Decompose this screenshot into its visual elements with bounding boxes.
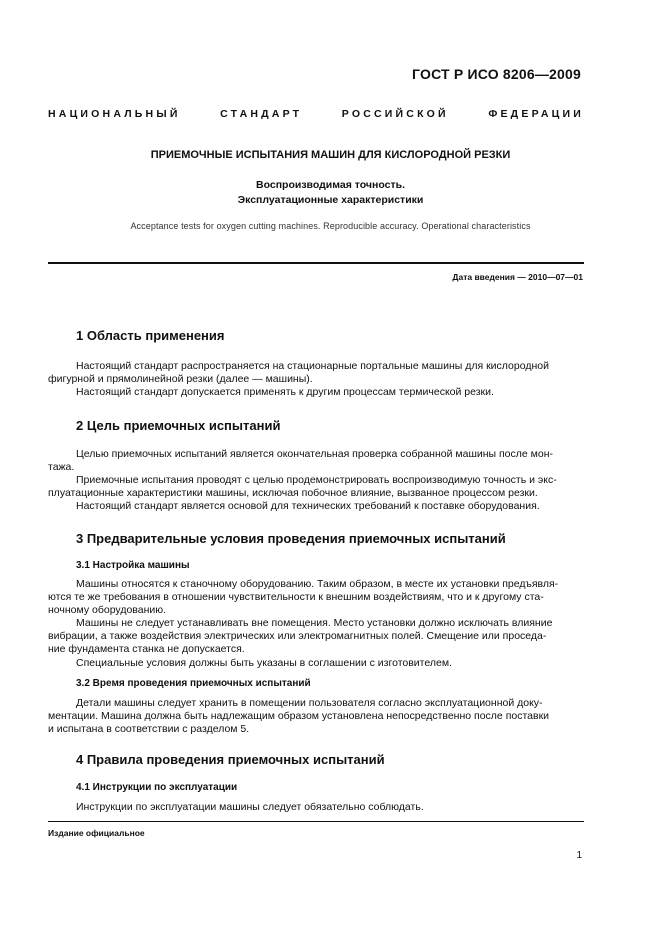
section-4-heading: 4 Правила проведения приемочных испытаний [76, 752, 385, 767]
english-title: Acceptance tests for oxygen cutting machines. Reproducible accuracy. Operational characteristics [130, 221, 531, 231]
subsection-3-2-paragraph-1-line-3: и испытана в соответствии с разделом 5. [48, 723, 250, 735]
section-2-paragraph-1-line-1: Целью приемочных испытаний является окончательная проверка собранной машины после мон- [76, 448, 554, 460]
section-1-paragraph-2: Настоящий стандарт допускается применять к другим процессам термической резки. [76, 386, 494, 398]
subsection-3-1-heading: 3.1 Настройка машины [76, 560, 190, 571]
subsection-3-1-paragraph-1-line-3: ночному оборудованию. [48, 604, 167, 616]
section-1-heading: 1 Область применения [76, 328, 225, 343]
gost-number: ГОСТ Р ИСО 8206—2009 [412, 66, 581, 82]
section-2-paragraph-2-line-2: плуатационные характеристики машины, исключая побочное влияние, вызванное процессом резки. [48, 487, 538, 499]
subsection-3-2-paragraph-1-line-2: ментации. Машина должна быть надлежащим образом установлена непосредственно после поставки [48, 710, 550, 722]
subsection-3-1-paragraph-2-line-2: вибрации, а также воздействия электрических или электромагнитных полей. Смещение или проседа- [48, 630, 547, 642]
subsection-3-1-paragraph-1-line-1: Машины относятся к станочному оборудованию. Таким образом, в месте их установки предъявля- [76, 578, 559, 590]
edition-label: Издание официальное [48, 828, 145, 838]
section-2-paragraph-2-line-1: Приемочные испытания проводят с целью продемонстрировать воспроизводимую точность и экс- [76, 474, 557, 486]
document-title: ПРИЕМОЧНЫЕ ИСПЫТАНИЯ МАШИН ДЛЯ КИСЛОРОДНОЙ РЕЗКИ [150, 149, 511, 161]
subsection-3-1-paragraph-2-line-1: Машины не следует устанавливать вне помещения. Место установки должно исключать влияние [76, 617, 553, 629]
section-2-heading: 2 Цель приемочных испытаний [76, 418, 281, 433]
page-number: 1 [576, 850, 582, 861]
document-subtitle [0, 178, 661, 208]
subsection-4-1-heading: 4.1 Инструкции по эксплуатации [76, 782, 238, 793]
subsection-4-1-paragraph-1: Инструкции по эксплуатации машины следует обязательно соблюдать. [76, 801, 424, 813]
subsection-3-2-heading: 3.2 Время проведения приемочных испытаний [76, 678, 311, 689]
subsection-3-1-paragraph-1-line-2: ются те же требования в отношении чувствительности к внешним воздействиям, что и к другому ста- [48, 591, 544, 603]
subtitle-line-1: Воспроизводимая точность. [256, 179, 405, 191]
section-1-paragraph-1-line-1: Настоящий стандарт распространяется на стационарные портальные машины для кислородной [76, 360, 549, 372]
section-1-paragraph-1-line-2: фигурной и прямолинейной резки (далее — машины). [48, 373, 313, 385]
section-2-paragraph-3: Настоящий стандарт является основой для технических требований к поставке оборудования. [76, 500, 540, 512]
section-3-heading: 3 Предварительные условия проведения приемочных испытаний [76, 531, 506, 546]
header-divider [48, 262, 584, 264]
subsection-3-1-paragraph-2-line-3: ние фундамента станка не допускается. [48, 643, 245, 655]
footer-divider [48, 821, 584, 822]
section-2-paragraph-1-line-2: тажа. [48, 461, 75, 473]
national-standard-heading: НАЦИОНАЛЬНЫЙ СТАНДАРТ РОССИЙСКОЙ ФЕДЕРАЦИИ [48, 108, 584, 120]
subsection-3-1-paragraph-3: Специальные условия должны быть указаны в соглашении с изготовителем. [76, 657, 452, 669]
subsection-3-2-paragraph-1-line-1: Детали машины следует хранить в помещении пользователя согласно эксплуатационной доку- [76, 697, 543, 709]
introduction-date: Дата введения — 2010—07—01 [452, 272, 583, 282]
subtitle-line-2: Эксплуатационные характеристики [237, 194, 424, 206]
